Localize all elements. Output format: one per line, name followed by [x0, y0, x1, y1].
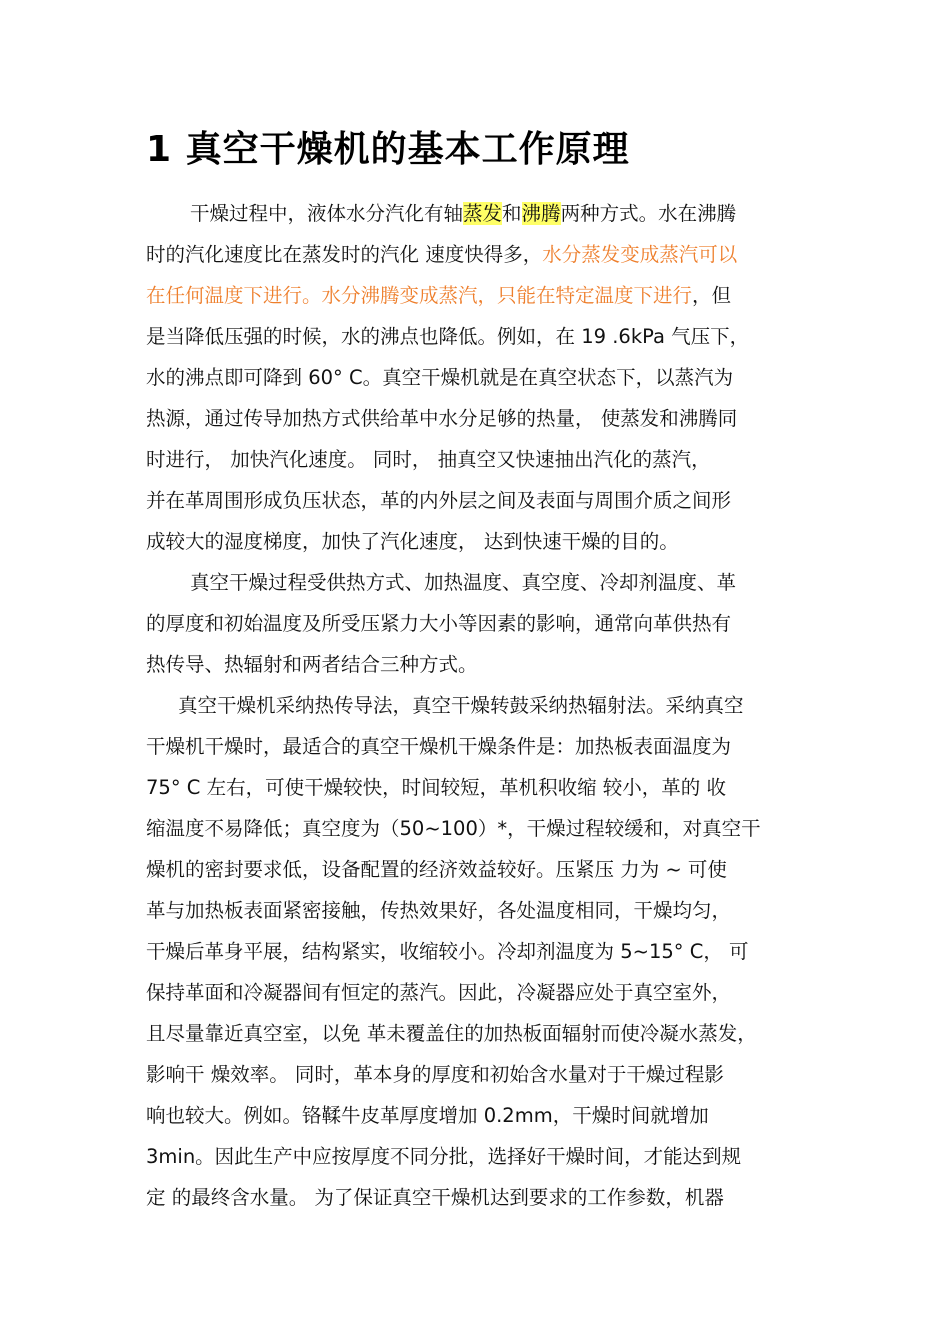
paragraph-3-line-6: 革与加热板表面紧密接触，传热效果好，各处温度相同，干燥均匀，: [146, 899, 732, 922]
emphasized-text: 水分蒸发变成蒸汽可以: [542, 243, 738, 266]
highlighted-term-evaporation: 蒸发: [463, 202, 503, 225]
paragraph-3-line-5: 燥机的密封要求低，设备配置的经济效益较好。压紧压 力为 ~ 可使: [146, 858, 727, 881]
text-run: ，但: [692, 284, 732, 307]
paragraph-2-line-1: 真空干燥过程受供热方式、加热温度、真空度、冷却剂温度、革: [190, 571, 737, 594]
paragraph-3-line-4: 缩温度不易降低；真空度为（50~100）*，干燥过程较缓和，对真空干: [146, 817, 761, 840]
paragraph-3-line-10: 影响干 燥效率。 同时，革本身的厚度和初始含水量对于干燥过程影: [146, 1063, 724, 1086]
paragraph-3-line-8: 保持革面和冷凝器间有恒定的蒸汽。因此，冷凝器应处于真空室外，: [146, 981, 732, 1004]
paragraph-1-line-9: 成较大的湿度梯度，加快了汽化速度， 达到快速干燥的目的。: [146, 530, 679, 553]
text-run: 干燥过程中，液体水分汽化有轴: [190, 202, 464, 225]
highlighted-term-boiling: 沸腾: [521, 202, 561, 225]
paragraph-3-line-7: 干燥后革身平展，结构紧实，收缩较小。冷却剂温度为 5~15° C， 可: [146, 940, 749, 963]
paragraph-1-line-3: [146, 275, 731, 316]
paragraph-3-line-12: 3min。因此生产中应按厚度不同分批，选择好干燥时间，才能达到规: [146, 1145, 742, 1168]
paragraph-3-line-2: 干燥机干燥时，最适合的真空干燥机干燥条件是：加热板表面温度为: [146, 735, 732, 758]
paragraph-1-line-1: [190, 193, 736, 234]
paragraph-3-line-1: 真空干燥机采纳热传导法，真空干燥转鼓采纳热辐射法。采纳真空: [178, 694, 744, 717]
paragraph-1-line-2: [146, 234, 737, 275]
text-run: 和: [502, 202, 522, 225]
emphasized-text: 在任何温度下进行。水分沸腾变成蒸汽，只能在特定温度下进行: [146, 284, 693, 307]
text-run: 两种方式。水在沸腾: [560, 202, 737, 225]
page-title: 1 真空干燥机的基本工作原理: [146, 129, 630, 170]
paragraph-3-line-3: 75° C 左右，可使干燥较快，时间较短，革机积收缩 较小，革的 收: [146, 776, 726, 799]
paragraph-3-line-13: 定 的最终含水量。 为了保证真空干燥机达到要求的工作参数，机器: [146, 1186, 724, 1209]
paragraph-1-line-6: 热源，通过传导加热方式供给革中水分足够的热量， 使蒸发和沸腾同: [146, 407, 738, 430]
paragraph-1-line-8: 并在革周围形成负压状态，革的内外层之间及表面与周围介质之间形: [146, 489, 732, 512]
paragraph-3-line-11: 响也较大。例如。铬鞣牛皮革厚度增加 0.2mm，干燥时间就增加: [146, 1104, 709, 1127]
paragraph-2-line-3: 热传导、热辐射和两者结合三种方式。: [146, 653, 478, 676]
paragraph-2-line-2: 的厚度和初始温度及所受压紧力大小等因素的影响，通常向革供热有: [146, 612, 732, 635]
paragraph-1-line-5: 水的沸点即可降到 60° C。真空干燥机就是在真空状态下，以蒸汽为: [146, 366, 734, 389]
paragraph-1-line-7: 时进行， 加快汽化速度。 同时， 抽真空又快速抽出汽化的蒸汽，: [146, 448, 711, 471]
paragraph-3-line-9: 且尽量靠近真空室，以免 革未覆盖住的加热板面辐射而使冷凝水蒸发，: [146, 1022, 757, 1045]
paragraph-1-line-4: 是当降低压强的时候，水的沸点也降低。例如，在 19 .6kPa 气压下，: [146, 325, 750, 348]
text-run: 时的汽化速度比在蒸发时的汽化 速度快得多，: [146, 243, 543, 266]
